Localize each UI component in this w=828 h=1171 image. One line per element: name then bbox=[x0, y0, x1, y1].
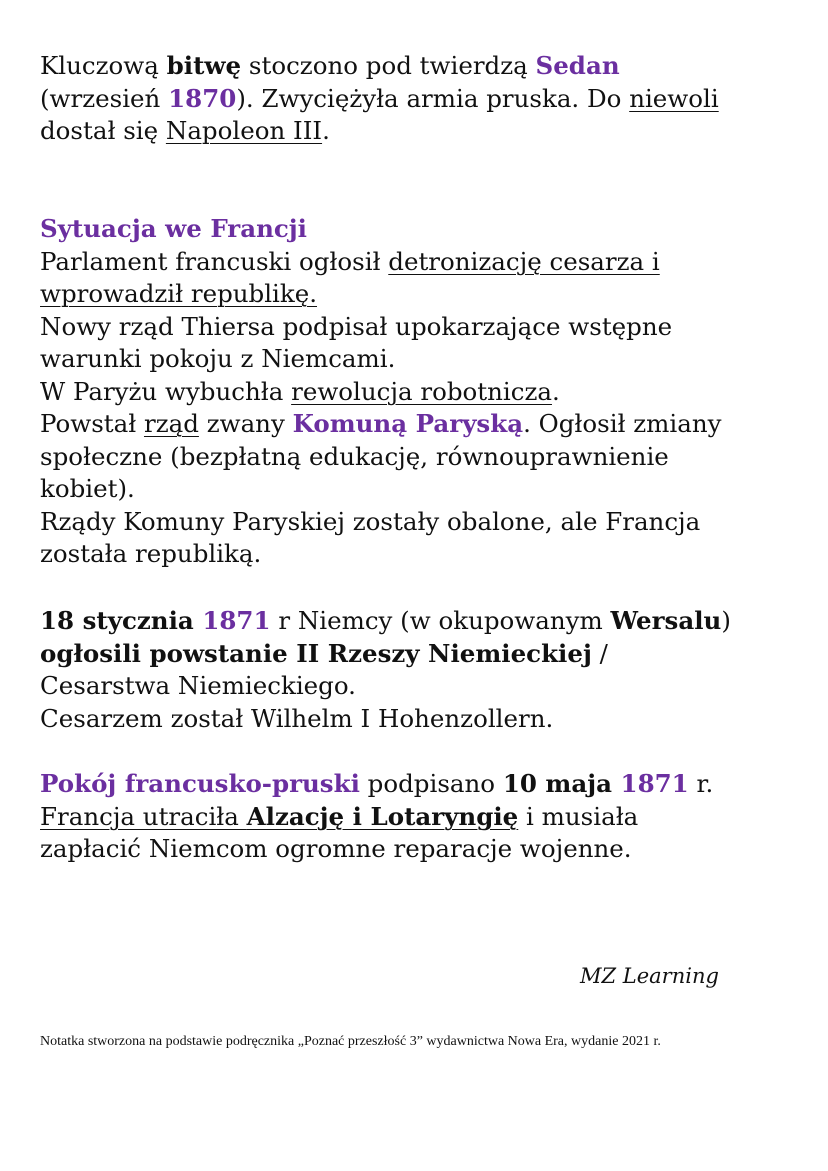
signature-logo: MZ Learning bbox=[580, 964, 719, 988]
section-heading: Sytuacja we Francji bbox=[40, 214, 307, 243]
text-line bbox=[40, 278, 800, 311]
text-run: Kluczową bbox=[40, 51, 167, 80]
text-line bbox=[40, 768, 800, 801]
text-run: ) bbox=[721, 606, 731, 635]
text-run: Parlament francuski ogłosił bbox=[40, 246, 389, 276]
text-run: dostał się bbox=[40, 116, 166, 145]
text-run: Powstał bbox=[40, 409, 144, 438]
underlined-term: rząd bbox=[143, 409, 199, 438]
underlined-term: wprowadził republikę. bbox=[40, 279, 318, 308]
bold-date: 18 stycznia bbox=[40, 606, 203, 635]
text-run: Rządy Komuny Paryskiej zostały obalone, ale Francja bbox=[40, 506, 701, 536]
text-run: została republiką. bbox=[40, 539, 262, 568]
text-run: r. bbox=[688, 769, 714, 798]
footnote: Notatka stworzona na podstawie podręcznika „Poznać przeszłość 3” wydawnictwa Nowa Era, wydanie 2021 r. bbox=[40, 1034, 661, 1049]
text-line bbox=[40, 311, 800, 344]
text-line bbox=[40, 246, 800, 279]
text-line bbox=[40, 343, 800, 376]
underlined-term: Napoleon III bbox=[165, 116, 323, 145]
text-run: . bbox=[551, 376, 560, 406]
highlight-year: 1870 bbox=[168, 83, 237, 113]
text-run: Cesarzem został Wilhelm I Hohenzollern. bbox=[40, 703, 554, 733]
text-run: warunki pokoju z Niemcami. bbox=[40, 344, 396, 373]
text-line bbox=[40, 833, 800, 866]
text-run: podpisano bbox=[359, 769, 503, 798]
highlight-year: 1871 bbox=[202, 606, 271, 635]
section-france bbox=[40, 213, 800, 571]
text-line bbox=[40, 408, 800, 441]
text-run: . Ogłosił zmiany bbox=[523, 409, 722, 438]
text-line bbox=[40, 670, 800, 703]
text-line bbox=[40, 83, 800, 116]
text-run: / bbox=[591, 638, 608, 668]
text-run: kobiet). bbox=[40, 474, 135, 503]
text-line bbox=[40, 473, 800, 506]
highlight-term: Komuną Paryską bbox=[292, 409, 524, 438]
text-line bbox=[40, 801, 800, 834]
text-run: stoczono pod twierdzą bbox=[241, 51, 536, 80]
bold-term: Wersalu bbox=[610, 606, 722, 635]
text-line bbox=[40, 538, 800, 571]
text-run: i musiała bbox=[518, 801, 639, 831]
text-run: Cesarstwa Niemieckiego. bbox=[40, 671, 356, 700]
text-line bbox=[40, 441, 800, 474]
paragraph-reich bbox=[40, 605, 800, 735]
bold-term: bitwę bbox=[166, 51, 242, 80]
highlight-term: Sedan bbox=[535, 51, 620, 80]
highlight-year: 1871 bbox=[620, 769, 689, 798]
text-line bbox=[40, 638, 800, 671]
text-run: (wrzesień bbox=[40, 83, 169, 113]
text-run: r Niemcy (w okupowanym bbox=[270, 606, 611, 635]
paragraph-peace bbox=[40, 768, 800, 866]
text-line bbox=[40, 506, 800, 539]
text-line bbox=[40, 605, 800, 638]
text-line bbox=[40, 703, 800, 736]
highlight-term: Pokój francusko-pruski bbox=[40, 769, 360, 798]
text-line bbox=[40, 115, 800, 148]
bold-date: 10 maja bbox=[502, 769, 621, 798]
underlined-term: rewolucja robotnicza bbox=[291, 376, 552, 406]
text-run: ). Zwyciężyła armia pruska. Do bbox=[236, 83, 630, 113]
text-run: społeczne (bezpłatną edukację, równouprawnienie bbox=[40, 441, 669, 471]
text-line bbox=[40, 376, 800, 409]
text-run: zapłacić Niemcom ogromne reparacje wojenne. bbox=[40, 834, 632, 863]
text-run: W Paryżu wybuchła bbox=[40, 376, 292, 406]
bold-term: ogłosili powstanie II Rzeszy Niemieckiej bbox=[40, 638, 592, 668]
underlined-term: detronizację cesarza i bbox=[388, 246, 660, 276]
text-run: . bbox=[322, 116, 330, 145]
underlined-term: Francja utraciła bbox=[40, 801, 247, 831]
text-run: zwany bbox=[198, 409, 293, 438]
paragraph-sedan bbox=[40, 50, 800, 148]
text-line bbox=[40, 50, 800, 83]
bold-underlined-term: Alzację i Lotaryngię bbox=[246, 801, 519, 831]
text-run: Nowy rząd Thiersa podpisał upokarzające wstępne bbox=[40, 311, 673, 341]
underlined-term: niewoli bbox=[629, 83, 719, 113]
